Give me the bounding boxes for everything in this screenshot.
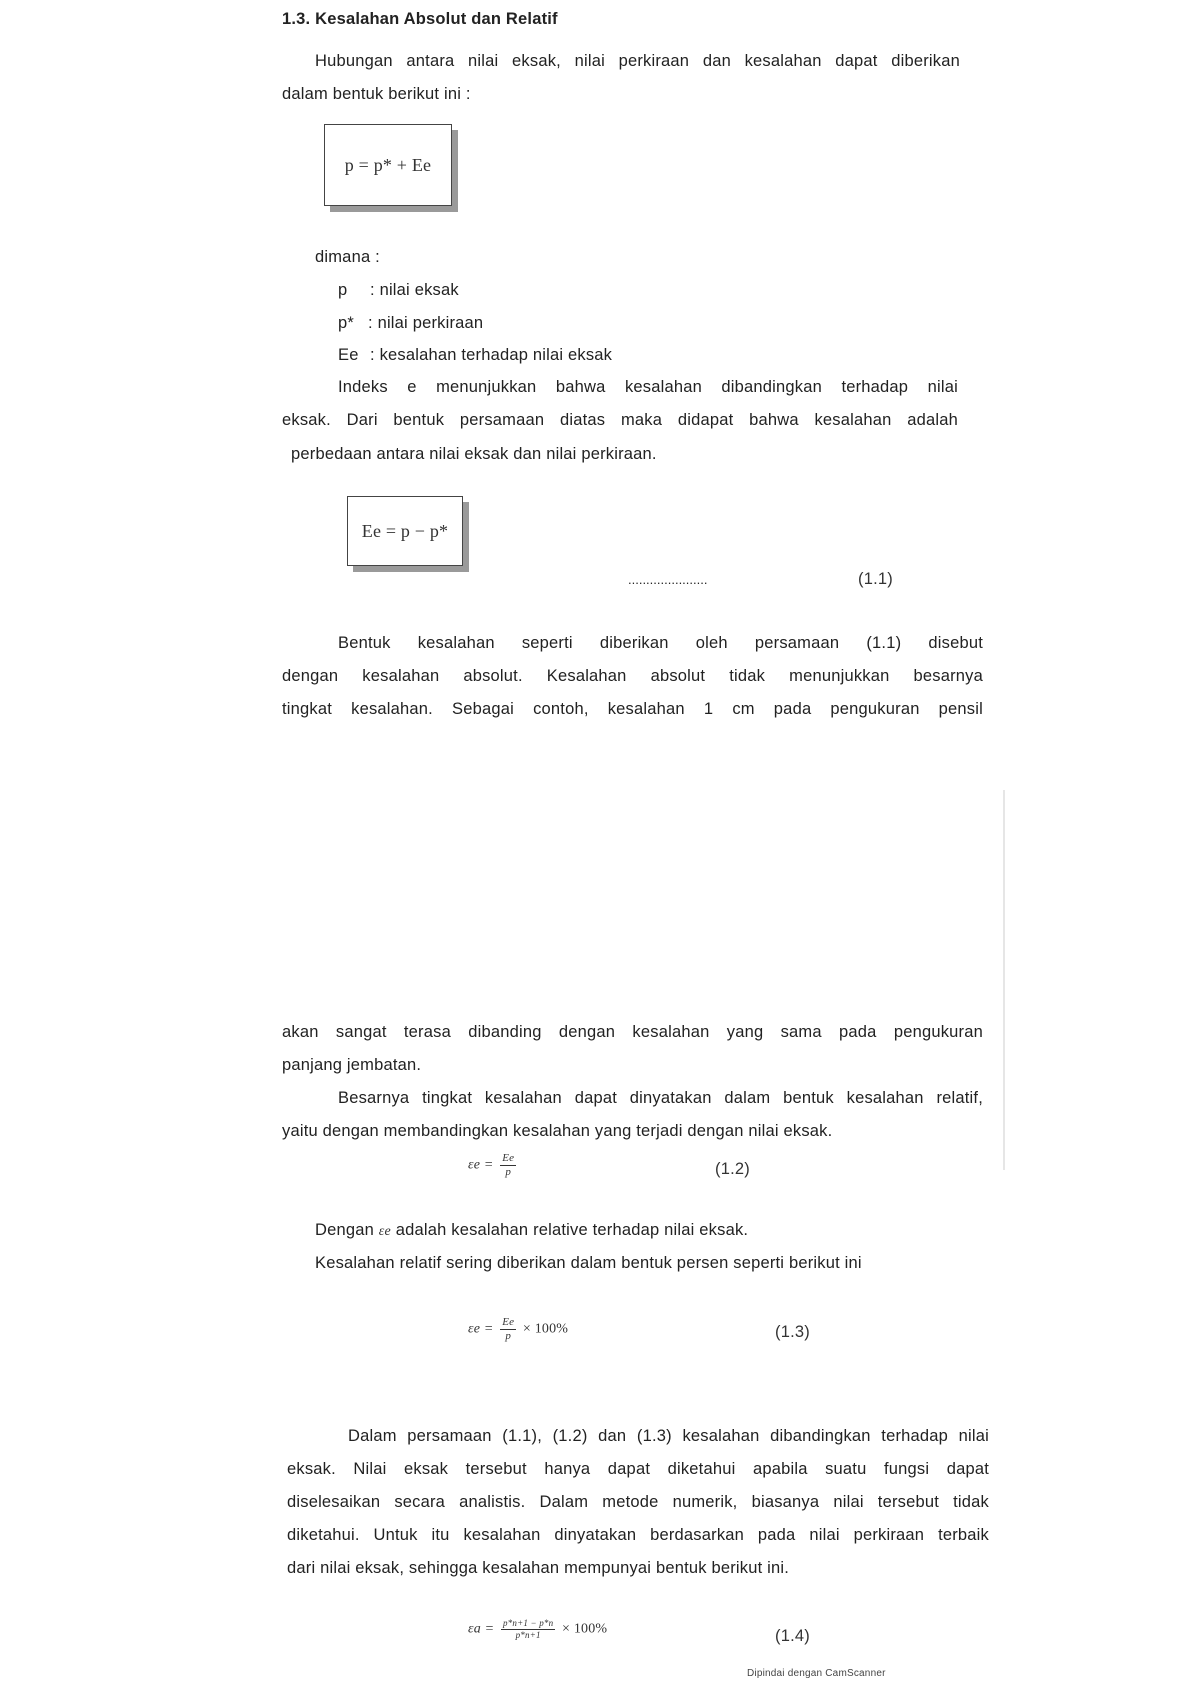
formula-box-1-text: p = p* + Ee — [344, 154, 432, 175]
eq2-fraction — [500, 1152, 516, 1179]
intro-line-1: Hubungan antara nilai eksak, nilai perkiraan dan kesalahan dapat diberikan — [315, 52, 960, 70]
dimana-label: dimana : — [315, 248, 380, 266]
def-symbol-pstar: p* — [338, 314, 354, 332]
para-index-line-1: Indeks e menunjukkan bahwa kesalahan dibandingkan terhadap nilai — [338, 378, 958, 396]
para-final-line-1: Dalam persamaan (1.1), (1.2) dan (1.3) kesalahan dibandingkan terhadap nilai — [348, 1427, 989, 1445]
formula-box-2 — [347, 496, 463, 566]
dengan-line — [315, 1221, 748, 1240]
para-final-line-4: diketahui. Untuk itu kesalahan dinyatakan berdasarkan pada nilai perkiraan terbaik — [287, 1526, 989, 1544]
camscanner-watermark: Dipindai dengan CamScanner — [747, 1668, 886, 1679]
eq2-den: p — [505, 1166, 512, 1178]
def-desc-ee: : kesalahan terhadap nilai eksak — [370, 346, 613, 364]
para-final-line-2: eksak. Nilai eksak tersebut hanya dapat diketahui apabila suatu fungsi dapat — [287, 1460, 989, 1478]
dengan-post: adalah kesalahan relative terhadap nilai eksak. — [395, 1221, 749, 1239]
intro-line-2: dalam bentuk berikut ini : — [282, 85, 471, 103]
para-index-line-2: eksak. Dari bentuk persamaan diatas maka didapat bahwa kesalahan adalah — [282, 411, 958, 429]
para-absolut-line-1: Bentuk kesalahan seperti diberikan oleh persamaan (1.1) disebut — [338, 634, 983, 652]
eq4-lhs: εa = — [468, 1621, 495, 1637]
para-continue-line-2: panjang jembatan. — [282, 1056, 422, 1074]
eq2-formula — [468, 1152, 519, 1179]
eq3-fraction — [500, 1316, 516, 1343]
eq3-num: Ee — [502, 1316, 515, 1328]
eq2-num: Ee — [502, 1152, 515, 1164]
para-final-line-5: dari nilai eksak, sehingga kesalahan mempunyai bentuk berikut ini. — [287, 1559, 790, 1577]
formula-box-2-text: Ee = p − p* — [361, 520, 449, 541]
para-continue-line-1: akan sangat terasa dibanding dengan kesalahan yang sama pada pengukuran — [282, 1023, 983, 1041]
dengan-pre: Dengan — [315, 1221, 374, 1239]
eq4-den: p*n+1 — [515, 1630, 541, 1640]
eq4-fraction — [501, 1618, 555, 1641]
eq3-formula — [468, 1316, 568, 1343]
para-absolut-line-3: tingkat kesalahan. Sebagai contoh, kesalahan 1 cm pada pengukuran pensil — [282, 700, 983, 718]
eq1-dots: ...................... — [628, 572, 708, 587]
eq3-tail: × 100% — [522, 1321, 569, 1337]
eq4-tail: × 100% — [562, 1621, 608, 1637]
persen-line: Kesalahan relatif sering diberikan dalam bentuk persen seperti berikut ini — [315, 1254, 862, 1272]
eq4-number: (1.4) — [775, 1627, 810, 1645]
def-symbol-p: p — [338, 281, 348, 299]
para-relatif-line-2: yaitu dengan membandingkan kesalahan yang terjadi dengan nilai eksak. — [282, 1122, 833, 1140]
eq4-num: p*n+1 − p*n — [502, 1618, 554, 1628]
def-symbol-ee: Ee — [338, 346, 359, 364]
para-absolut-line-2: dengan kesalahan absolut. Kesalahan absolut tidak menunjukkan besarnya — [282, 667, 983, 685]
eq3-den: p — [505, 1330, 512, 1342]
eq2-number: (1.2) — [715, 1160, 750, 1178]
eq2-lhs: εe = — [468, 1157, 494, 1173]
eq1-number: (1.1) — [858, 570, 893, 588]
def-desc-pstar: : nilai perkiraan — [368, 314, 484, 332]
def-desc-p: : nilai eksak — [370, 281, 459, 299]
eq3-lhs: εe = — [468, 1321, 494, 1337]
scan-edge-line — [1003, 790, 1005, 1170]
eq3-number: (1.3) — [775, 1323, 810, 1341]
formula-box-1 — [324, 124, 452, 206]
section-title: 1.3. Kesalahan Absolut dan Relatif — [282, 10, 558, 28]
eq4-formula — [468, 1618, 607, 1641]
para-index-line-3: perbedaan antara nilai eksak dan nilai perkiraan. — [291, 445, 657, 463]
para-relatif-line-1: Besarnya tingkat kesalahan dapat dinyatakan dalam bentuk kesalahan relatif, — [338, 1089, 983, 1107]
para-final-line-3: diselesaikan secara analistis. Dalam metode numerik, biasanya nilai tersebut tidak — [287, 1493, 989, 1511]
dengan-symbol: εe — [378, 1224, 391, 1239]
